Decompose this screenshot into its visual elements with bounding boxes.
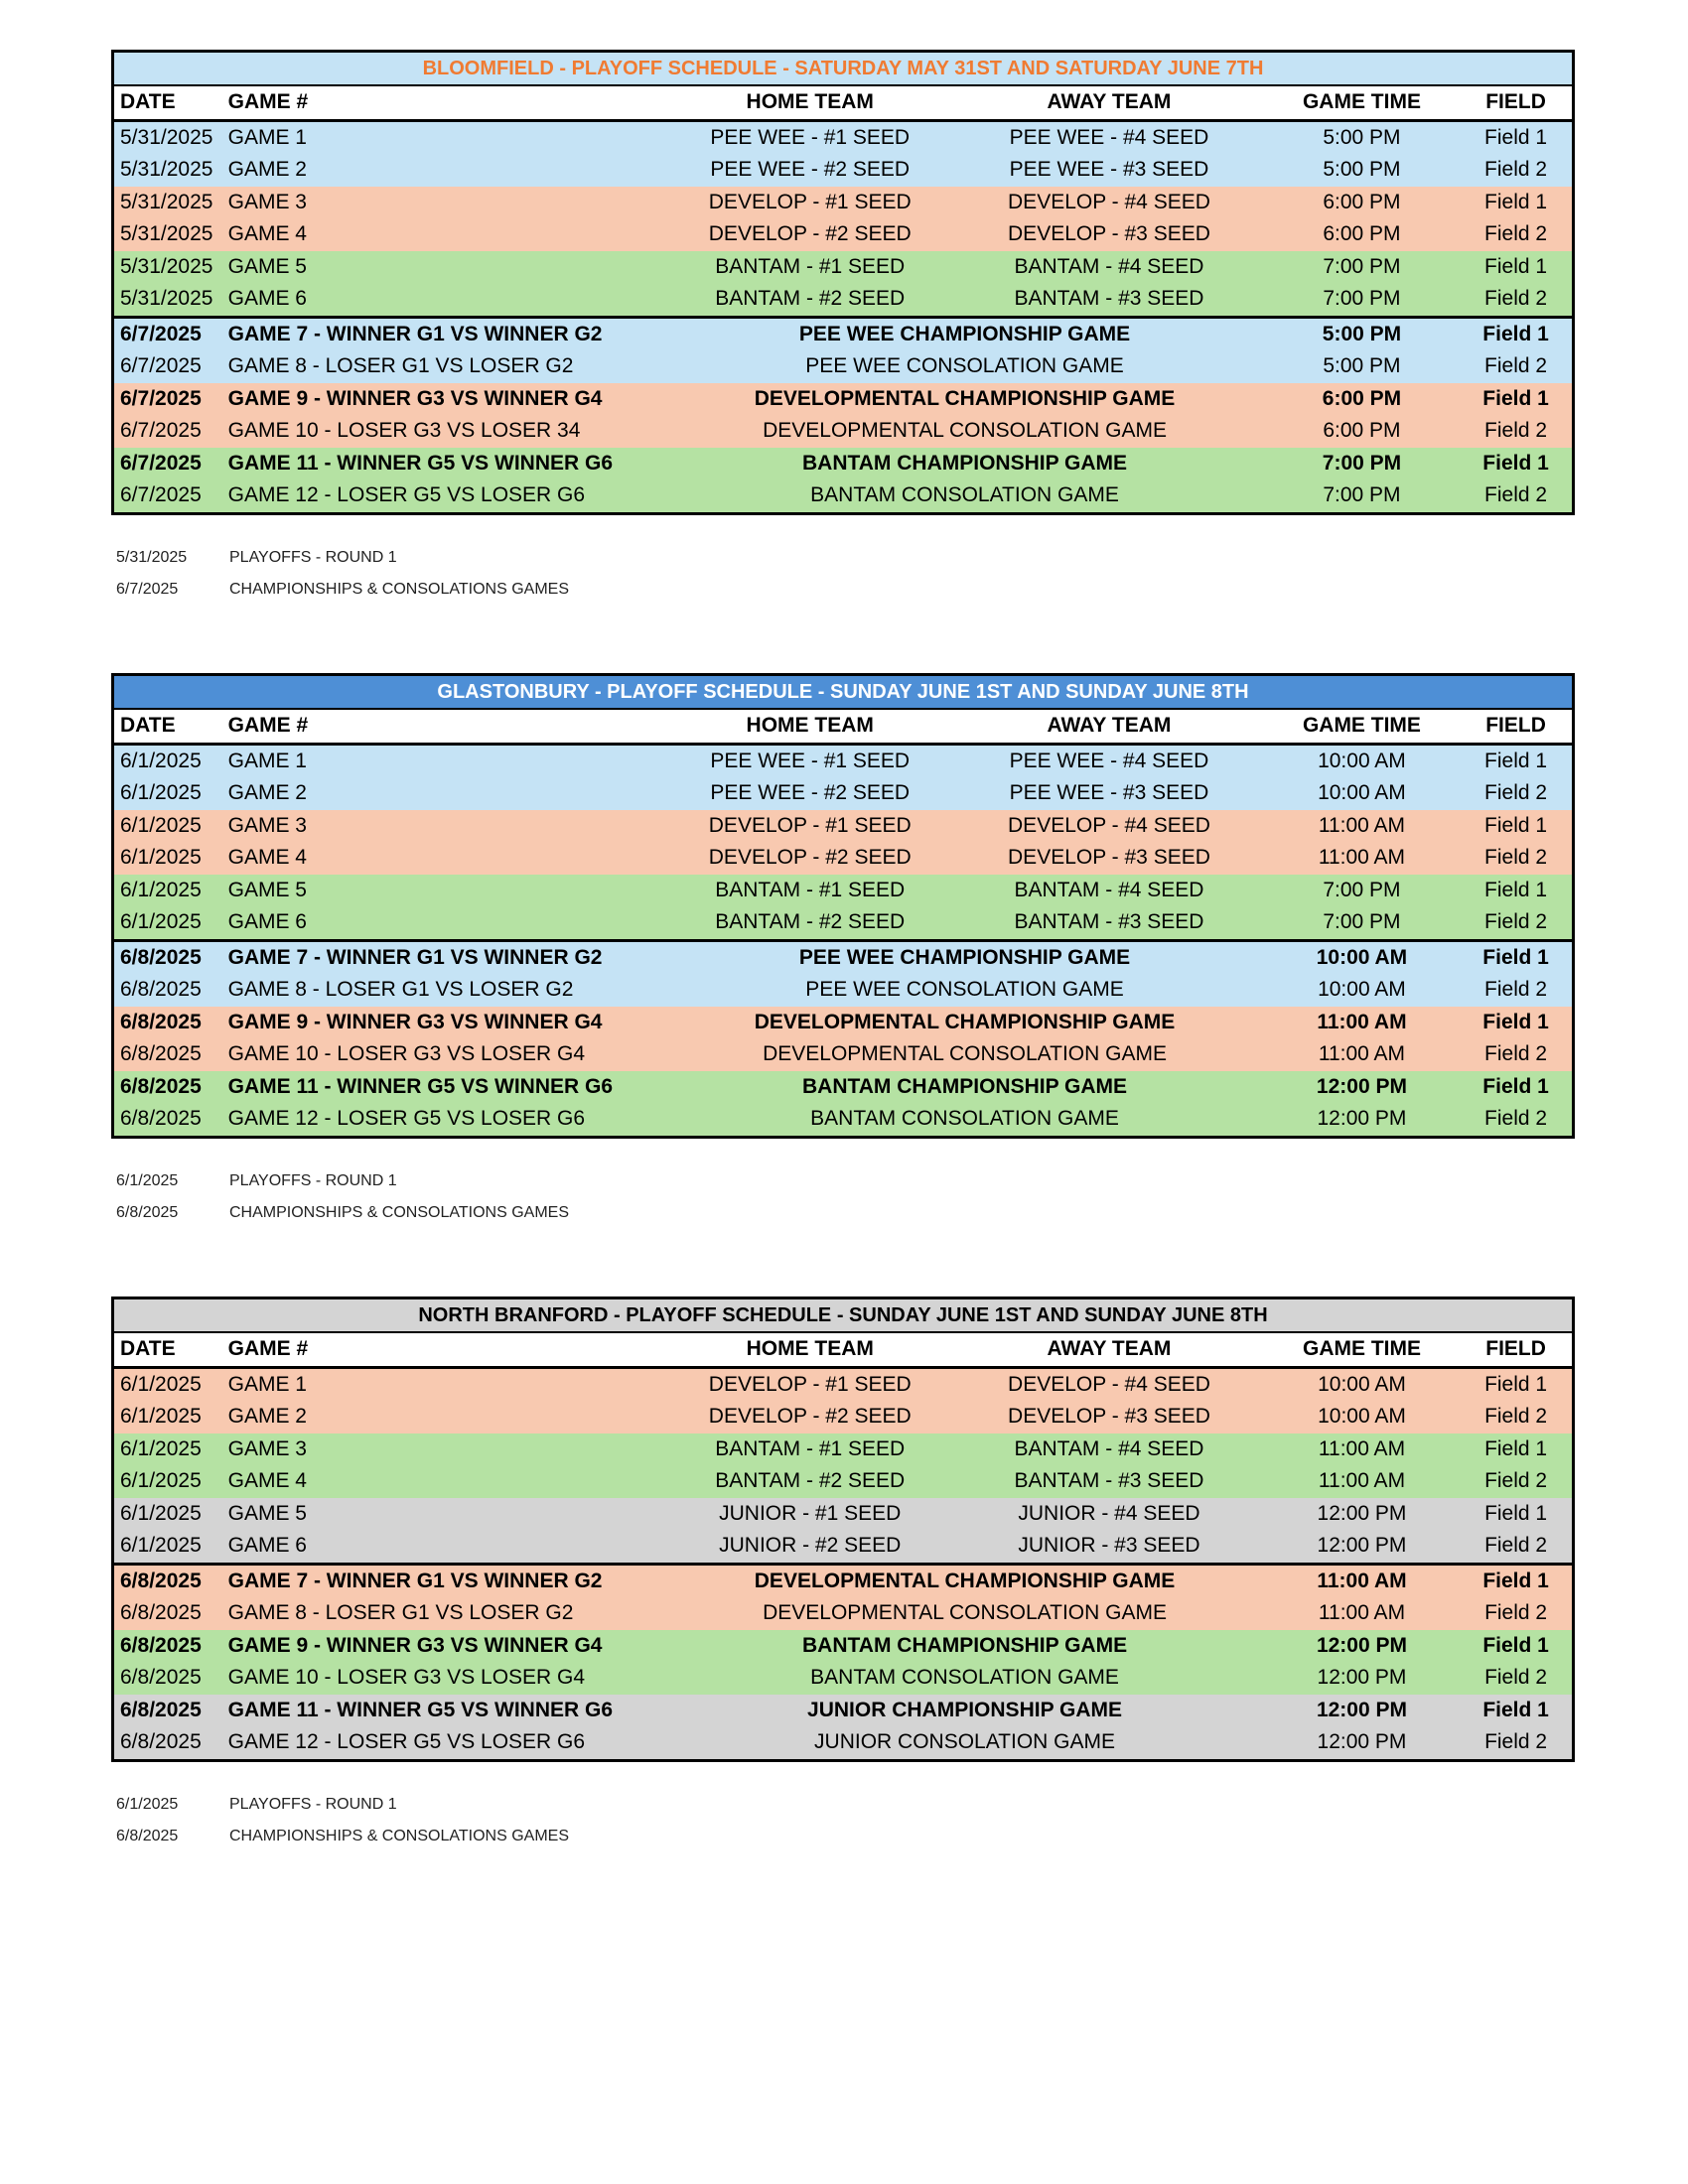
- field-cell: Field 1: [1484, 813, 1548, 837]
- header-game: GAME #: [222, 1332, 666, 1367]
- game-time-cell: 5:00 PM: [1323, 354, 1401, 378]
- note-date: 6/8/2025: [116, 1204, 179, 1221]
- schedule-section-bloomfield: [111, 50, 1575, 515]
- game-time-cell: 11:00 AM: [1318, 1042, 1406, 1066]
- schedule-title-row: [113, 675, 1574, 710]
- header-away-team: AWAY TEAM: [954, 1332, 1264, 1367]
- table-row: [113, 1433, 1574, 1466]
- note-round1: [116, 1172, 397, 1190]
- date-cell: 6/8/2025: [113, 940, 222, 974]
- home-team-cell: JUNIOR - #2 SEED: [719, 1534, 902, 1558]
- table-row: [113, 940, 1574, 974]
- game-cell: GAME 10 - LOSER G3 VS LOSER G4: [227, 1042, 586, 1066]
- home-team-cell: JUNIOR - #1 SEED: [719, 1501, 902, 1525]
- date-cell: 6/7/2025: [120, 419, 202, 443]
- date-cell: 6/1/2025: [120, 1469, 202, 1493]
- game-time-cell: 10:00 AM: [1318, 781, 1406, 805]
- home-team-cell: DEVELOP - #2 SEED: [708, 1405, 912, 1429]
- game-time-cell: 7:00 PM: [1323, 254, 1401, 278]
- field-cell: Field 1: [1482, 1074, 1549, 1098]
- game-description-cell: BANTAM CONSOLATION GAME: [810, 1107, 1119, 1131]
- table-row: [113, 218, 1574, 251]
- game-cell: GAME 9 - WINNER G3 VS WINNER G4: [227, 1633, 603, 1657]
- header-home-team: HOME TEAM: [665, 1332, 954, 1367]
- game-time-cell: 11:00 AM: [1318, 1436, 1406, 1460]
- date-cell: 6/8/2025: [120, 1042, 202, 1066]
- field-cell: Field 2: [1484, 1601, 1548, 1625]
- game-description-cell: BANTAM CHAMPIONSHIP GAME: [802, 1633, 1128, 1657]
- header-home-team: HOME TEAM: [665, 709, 954, 744]
- header-game-time: GAME TIME: [1264, 1332, 1460, 1367]
- game-cell: GAME 1: [227, 1372, 307, 1396]
- game-cell: GAME 9 - WINNER G3 VS WINNER G4: [227, 386, 603, 410]
- game-cell: GAME 6: [227, 910, 307, 934]
- field-cell: Field 1: [1482, 1633, 1549, 1657]
- date-cell: 6/1/2025: [120, 749, 202, 772]
- date-cell: 6/8/2025: [120, 1698, 202, 1721]
- game-time-cell: 11:00 AM: [1318, 1601, 1406, 1625]
- note-finals: [116, 1828, 569, 1845]
- away-team-cell: PEE WEE - #4 SEED: [1009, 125, 1209, 149]
- note-text: CHAMPIONSHIPS & CONSOLATIONS GAMES: [229, 1828, 569, 1844]
- game-time-cell: 7:00 PM: [1323, 910, 1401, 934]
- game-cell: GAME 2: [227, 1405, 307, 1429]
- game-cell: GAME 3: [227, 813, 307, 837]
- game-time-cell: 7:00 PM: [1322, 451, 1402, 475]
- game-time-cell: 12:00 PM: [1316, 1074, 1407, 1098]
- game-description-cell: DEVELOPMENTAL CHAMPIONSHIP GAME: [754, 1010, 1176, 1033]
- game-time-cell: 12:00 PM: [1316, 1633, 1407, 1657]
- header-away-team: AWAY TEAM: [954, 709, 1264, 744]
- away-team-cell: BANTAM - #3 SEED: [1014, 910, 1204, 934]
- game-cell: GAME 5: [227, 878, 307, 901]
- away-team-cell: BANTAM - #4 SEED: [1014, 1436, 1204, 1460]
- date-cell: 6/1/2025: [120, 1436, 202, 1460]
- header-away-team: AWAY TEAM: [954, 85, 1264, 120]
- table-row: [113, 1498, 1574, 1531]
- field-cell: Field 2: [1484, 1666, 1548, 1690]
- table-row: [113, 415, 1574, 448]
- away-team-cell: BANTAM - #4 SEED: [1014, 254, 1204, 278]
- away-team-cell: DEVELOP - #4 SEED: [1008, 190, 1210, 213]
- date-cell: 5/31/2025: [120, 254, 213, 278]
- schedule-table: [111, 50, 1575, 515]
- game-time-cell: 10:00 AM: [1264, 940, 1460, 974]
- field-cell: Field 1: [1484, 1372, 1548, 1396]
- field-cell: Field 1: [1484, 125, 1548, 149]
- date-cell: 6/1/2025: [120, 781, 202, 805]
- field-cell: Field 1: [1460, 317, 1573, 350]
- field-cell: Field 2: [1484, 1405, 1548, 1429]
- note-date: 6/1/2025: [116, 1172, 179, 1189]
- game-time-cell: 11:00 AM: [1318, 1469, 1406, 1493]
- game-cell: GAME 7 - WINNER G1 VS WINNER G2: [222, 1564, 666, 1597]
- field-cell: Field 2: [1484, 1469, 1548, 1493]
- table-row: [113, 1401, 1574, 1433]
- game-cell: GAME 7 - WINNER G1 VS WINNER G2: [222, 940, 666, 974]
- field-cell: Field 1: [1484, 190, 1548, 213]
- table-row: [113, 842, 1574, 875]
- game-time-cell: 12:00 PM: [1317, 1666, 1407, 1690]
- game-cell: GAME 3: [227, 190, 307, 213]
- game-description-cell: JUNIOR CONSOLATION GAME: [814, 1730, 1116, 1754]
- table-row: [113, 1662, 1574, 1695]
- field-cell: Field 2: [1484, 846, 1548, 870]
- table-row: [113, 187, 1574, 219]
- date-cell: 6/8/2025: [120, 1633, 202, 1657]
- date-cell: 6/8/2025: [120, 1107, 202, 1131]
- game-time-cell: 6:00 PM: [1323, 419, 1401, 443]
- note-text: CHAMPIONSHIPS & CONSOLATIONS GAMES: [229, 1204, 569, 1221]
- game-time-cell: 7:00 PM: [1323, 878, 1401, 901]
- home-team-cell: BANTAM - #1 SEED: [715, 1436, 906, 1460]
- table-row: [113, 448, 1574, 480]
- home-team-cell: BANTAM - #2 SEED: [715, 910, 906, 934]
- game-time-cell: 11:00 AM: [1317, 1010, 1407, 1033]
- header-field: FIELD: [1460, 1332, 1573, 1367]
- field-cell: Field 2: [1484, 483, 1548, 507]
- game-time-cell: 5:00 PM: [1323, 158, 1401, 182]
- note-date: 5/31/2025: [116, 549, 188, 566]
- game-description-cell: PEE WEE CONSOLATION GAME: [805, 978, 1124, 1002]
- home-team-cell: DEVELOP - #1 SEED: [708, 190, 912, 213]
- game-cell: GAME 1: [227, 125, 307, 149]
- date-cell: 6/7/2025: [113, 317, 222, 350]
- schedule-table: [111, 1297, 1575, 1762]
- game-description-cell: JUNIOR CHAMPIONSHIP GAME: [807, 1698, 1123, 1721]
- note-round1: [116, 549, 397, 567]
- field-cell: Field 2: [1484, 1107, 1548, 1131]
- game-time-cell: 12:00 PM: [1317, 1534, 1407, 1558]
- away-team-cell: JUNIOR - #3 SEED: [1018, 1534, 1200, 1558]
- game-time-cell: 12:00 PM: [1317, 1730, 1407, 1754]
- home-team-cell: PEE WEE - #1 SEED: [710, 125, 911, 149]
- home-team-cell: DEVELOP - #2 SEED: [708, 222, 912, 246]
- home-team-cell: DEVELOP - #1 SEED: [708, 1372, 912, 1396]
- home-team-cell: BANTAM - #2 SEED: [715, 1469, 906, 1493]
- table-row: [113, 283, 1574, 317]
- header-field: FIELD: [1460, 709, 1573, 744]
- game-time-cell: 10:00 AM: [1318, 1372, 1406, 1396]
- game-cell: GAME 10 - LOSER G3 VS LOSER G4: [227, 1666, 586, 1690]
- away-team-cell: PEE WEE - #4 SEED: [1009, 749, 1209, 772]
- field-cell: Field 2: [1484, 1042, 1548, 1066]
- table-row: [113, 1071, 1574, 1104]
- away-team-cell: BANTAM - #3 SEED: [1014, 287, 1204, 311]
- header-date: DATE: [113, 1332, 222, 1367]
- game-description-cell: PEE WEE CHAMPIONSHIP GAME: [665, 940, 1263, 974]
- game-time-cell: 12:00 PM: [1317, 1501, 1407, 1525]
- date-cell: 6/1/2025: [120, 1405, 202, 1429]
- home-team-cell: BANTAM - #1 SEED: [715, 254, 906, 278]
- date-cell: 6/7/2025: [120, 386, 202, 410]
- table-row: [113, 479, 1574, 513]
- field-cell: Field 1: [1460, 1564, 1573, 1597]
- date-cell: 6/7/2025: [120, 354, 202, 378]
- game-cell: GAME 11 - WINNER G5 VS WINNER G6: [227, 1074, 614, 1098]
- date-cell: 6/8/2025: [120, 1601, 202, 1625]
- game-time-cell: 11:00 AM: [1318, 846, 1406, 870]
- date-cell: 6/8/2025: [120, 1730, 202, 1754]
- field-cell: Field 1: [1484, 254, 1548, 278]
- field-cell: Field 2: [1484, 222, 1548, 246]
- table-row: [113, 906, 1574, 940]
- field-cell: Field 1: [1460, 940, 1573, 974]
- game-cell: GAME 12 - LOSER G5 VS LOSER G6: [227, 1730, 586, 1754]
- game-cell: GAME 4: [227, 222, 307, 246]
- table-row: [113, 744, 1574, 777]
- game-cell: GAME 8 - LOSER G1 VS LOSER G2: [227, 354, 574, 378]
- game-time-cell: 7:00 PM: [1323, 483, 1401, 507]
- field-cell: Field 1: [1482, 451, 1549, 475]
- schedule-title-row: [113, 52, 1574, 86]
- game-description-cell: BANTAM CHAMPIONSHIP GAME: [802, 451, 1128, 475]
- header-game: GAME #: [222, 85, 666, 120]
- note-date: 6/8/2025: [116, 1828, 179, 1844]
- game-description-cell: BANTAM CONSOLATION GAME: [810, 1666, 1119, 1690]
- date-cell: 6/1/2025: [120, 846, 202, 870]
- note-finals: [116, 581, 569, 599]
- table-row: [113, 1103, 1574, 1137]
- field-cell: Field 2: [1484, 1534, 1548, 1558]
- note-text: PLAYOFFS - ROUND 1: [229, 1172, 397, 1189]
- date-cell: 5/31/2025: [120, 190, 213, 213]
- header-row: [113, 709, 1574, 744]
- field-cell: Field 1: [1482, 1010, 1549, 1033]
- game-cell: GAME 6: [227, 1534, 307, 1558]
- schedule-title: GLASTONBURY - PLAYOFF SCHEDULE - SUNDAY JUNE 1ST AND SUNDAY JUNE 8TH: [113, 675, 1574, 710]
- field-cell: Field 2: [1484, 781, 1548, 805]
- table-row: [113, 1530, 1574, 1564]
- game-time-cell: 12:00 PM: [1317, 1107, 1407, 1131]
- note-date: 6/7/2025: [116, 581, 179, 598]
- header-date: DATE: [113, 709, 222, 744]
- table-row: [113, 120, 1574, 154]
- field-cell: Field 1: [1484, 1501, 1548, 1525]
- header-home-team: HOME TEAM: [665, 85, 954, 120]
- table-row: [113, 1038, 1574, 1071]
- date-cell: 6/1/2025: [120, 878, 202, 901]
- game-cell: GAME 11 - WINNER G5 VS WINNER G6: [227, 451, 614, 475]
- home-team-cell: DEVELOP - #1 SEED: [708, 813, 912, 837]
- table-row: [113, 1630, 1574, 1663]
- away-team-cell: DEVELOP - #3 SEED: [1008, 846, 1210, 870]
- table-row: [113, 1726, 1574, 1760]
- away-team-cell: DEVELOP - #4 SEED: [1008, 1372, 1210, 1396]
- date-cell: 6/1/2025: [120, 1534, 202, 1558]
- table-row: [113, 777, 1574, 810]
- field-cell: Field 2: [1484, 354, 1548, 378]
- schedule-title: NORTH BRANFORD - PLAYOFF SCHEDULE - SUNDAY JUNE 1ST AND SUNDAY JUNE 8TH: [113, 1298, 1574, 1333]
- game-time-cell: 7:00 PM: [1323, 287, 1401, 311]
- field-cell: Field 1: [1484, 749, 1548, 772]
- date-cell: 6/8/2025: [120, 978, 202, 1002]
- game-cell: GAME 4: [227, 846, 307, 870]
- game-cell: GAME 9 - WINNER G3 VS WINNER G4: [227, 1010, 603, 1033]
- game-cell: GAME 3: [227, 1436, 307, 1460]
- game-cell: GAME 7 - WINNER G1 VS WINNER G2: [222, 317, 666, 350]
- game-time-cell: 11:00 AM: [1318, 813, 1406, 837]
- date-cell: 5/31/2025: [120, 158, 213, 182]
- game-time-cell: 5:00 PM: [1323, 125, 1401, 149]
- header-date: DATE: [113, 85, 222, 120]
- game-cell: GAME 6: [227, 287, 307, 311]
- home-team-cell: BANTAM - #1 SEED: [715, 878, 906, 901]
- table-row: [113, 154, 1574, 187]
- table-row: [113, 383, 1574, 416]
- date-cell: 6/1/2025: [120, 813, 202, 837]
- game-description-cell: PEE WEE CHAMPIONSHIP GAME: [665, 317, 1264, 350]
- table-row: [113, 875, 1574, 907]
- field-cell: Field 1: [1484, 878, 1548, 901]
- note-text: PLAYOFFS - ROUND 1: [229, 549, 397, 566]
- game-cell: GAME 8 - LOSER G1 VS LOSER G2: [227, 1601, 574, 1625]
- date-cell: 5/31/2025: [120, 125, 213, 149]
- table-row: [113, 1007, 1574, 1039]
- note-finals: [116, 1204, 569, 1222]
- away-team-cell: BANTAM - #3 SEED: [1014, 1469, 1204, 1493]
- game-time-cell: 5:00 PM: [1264, 317, 1460, 350]
- game-cell: GAME 11 - WINNER G5 VS WINNER G6: [227, 1698, 614, 1721]
- field-cell: Field 1: [1482, 386, 1549, 410]
- game-time-cell: 11:00 AM: [1264, 1564, 1460, 1597]
- header-field: FIELD: [1460, 85, 1573, 120]
- field-cell: Field 2: [1484, 1730, 1548, 1754]
- game-cell: GAME 8 - LOSER G1 VS LOSER G2: [227, 978, 574, 1002]
- game-description-cell: DEVELOPMENTAL CHAMPIONSHIP GAME: [754, 386, 1176, 410]
- game-time-cell: 6:00 PM: [1323, 190, 1401, 213]
- away-team-cell: DEVELOP - #3 SEED: [1008, 222, 1210, 246]
- date-cell: 6/8/2025: [120, 1666, 202, 1690]
- date-cell: 6/8/2025: [120, 1010, 202, 1033]
- field-cell: Field 2: [1484, 158, 1548, 182]
- game-cell: GAME 2: [227, 781, 307, 805]
- game-time-cell: 12:00 PM: [1316, 1698, 1407, 1721]
- away-team-cell: DEVELOP - #3 SEED: [1008, 1405, 1210, 1429]
- field-cell: Field 1: [1484, 1436, 1548, 1460]
- table-row: [113, 1695, 1574, 1727]
- date-cell: 5/31/2025: [120, 287, 213, 311]
- table-row: [113, 810, 1574, 843]
- table-row: [113, 350, 1574, 383]
- field-cell: Field 2: [1484, 910, 1548, 934]
- field-cell: Field 2: [1484, 978, 1548, 1002]
- game-time-cell: 10:00 AM: [1318, 749, 1406, 772]
- schedule-title: BLOOMFIELD - PLAYOFF SCHEDULE - SATURDAY MAY 31ST AND SATURDAY JUNE 7TH: [113, 52, 1574, 86]
- game-cell: GAME 5: [227, 1501, 307, 1525]
- date-cell: 6/8/2025: [120, 1074, 202, 1098]
- game-time-cell: 6:00 PM: [1322, 386, 1402, 410]
- game-time-cell: 10:00 AM: [1318, 978, 1406, 1002]
- home-team-cell: BANTAM - #2 SEED: [715, 287, 906, 311]
- field-cell: Field 2: [1484, 419, 1548, 443]
- game-description-cell: DEVELOPMENTAL CONSOLATION GAME: [763, 1601, 1167, 1625]
- game-description-cell: DEVELOPMENTAL CONSOLATION GAME: [763, 1042, 1167, 1066]
- game-cell: GAME 4: [227, 1469, 307, 1493]
- date-cell: 6/1/2025: [120, 1501, 202, 1525]
- date-cell: 6/7/2025: [120, 483, 202, 507]
- game-time-cell: 10:00 AM: [1318, 1405, 1406, 1429]
- schedule-section-glastonbury: [111, 673, 1575, 1139]
- note-text: CHAMPIONSHIPS & CONSOLATIONS GAMES: [229, 581, 569, 598]
- date-cell: 5/31/2025: [120, 222, 213, 246]
- field-cell: Field 2: [1484, 287, 1548, 311]
- game-description-cell: DEVELOPMENTAL CONSOLATION GAME: [763, 419, 1167, 443]
- note-text: PLAYOFFS - ROUND 1: [229, 1796, 397, 1813]
- home-team-cell: PEE WEE - #1 SEED: [710, 749, 911, 772]
- away-team-cell: PEE WEE - #3 SEED: [1009, 781, 1209, 805]
- note-round1: [116, 1796, 397, 1814]
- header-row: [113, 85, 1574, 120]
- home-team-cell: DEVELOP - #2 SEED: [708, 846, 912, 870]
- date-cell: 6/1/2025: [120, 1372, 202, 1396]
- game-time-cell: 6:00 PM: [1323, 222, 1401, 246]
- game-cell: GAME 10 - LOSER G3 VS LOSER 34: [227, 419, 581, 443]
- home-team-cell: PEE WEE - #2 SEED: [710, 781, 911, 805]
- game-description-cell: BANTAM CHAMPIONSHIP GAME: [801, 1074, 1128, 1098]
- date-cell: 6/1/2025: [120, 910, 202, 934]
- table-row: [113, 974, 1574, 1007]
- date-cell: 6/8/2025: [113, 1564, 222, 1597]
- table-row: [113, 1564, 1574, 1597]
- game-cell: GAME 12 - LOSER G5 VS LOSER G6: [227, 1107, 586, 1131]
- game-description-cell: BANTAM CONSOLATION GAME: [810, 483, 1119, 507]
- schedule-table: [111, 673, 1575, 1139]
- table-row: [113, 251, 1574, 284]
- table-row: [113, 1367, 1574, 1401]
- header-game-time: GAME TIME: [1264, 709, 1460, 744]
- note-date: 6/1/2025: [116, 1796, 179, 1813]
- date-cell: 6/7/2025: [120, 451, 202, 475]
- schedule-title-row: [113, 1298, 1574, 1333]
- home-team-cell: PEE WEE - #2 SEED: [710, 158, 911, 182]
- field-cell: Field 1: [1482, 1698, 1549, 1721]
- game-cell: GAME 12 - LOSER G5 VS LOSER G6: [227, 483, 586, 507]
- game-description-cell: PEE WEE CONSOLATION GAME: [805, 354, 1124, 378]
- table-row: [113, 1465, 1574, 1498]
- game-cell: GAME 2: [227, 158, 307, 182]
- header-row: [113, 1332, 1574, 1367]
- game-cell: GAME 1: [227, 749, 307, 772]
- away-team-cell: JUNIOR - #4 SEED: [1018, 1501, 1200, 1525]
- game-description-cell: DEVELOPMENTAL CHAMPIONSHIP GAME: [665, 1564, 1264, 1597]
- schedule-section-north-branford: [111, 1297, 1575, 1762]
- table-row: [113, 1597, 1574, 1630]
- table-row: [113, 317, 1574, 350]
- away-team-cell: BANTAM - #4 SEED: [1014, 878, 1204, 901]
- header-game-time: GAME TIME: [1264, 85, 1460, 120]
- away-team-cell: PEE WEE - #3 SEED: [1009, 158, 1209, 182]
- header-game: GAME #: [222, 709, 666, 744]
- away-team-cell: DEVELOP - #4 SEED: [1008, 813, 1210, 837]
- game-cell: GAME 5: [227, 254, 307, 278]
